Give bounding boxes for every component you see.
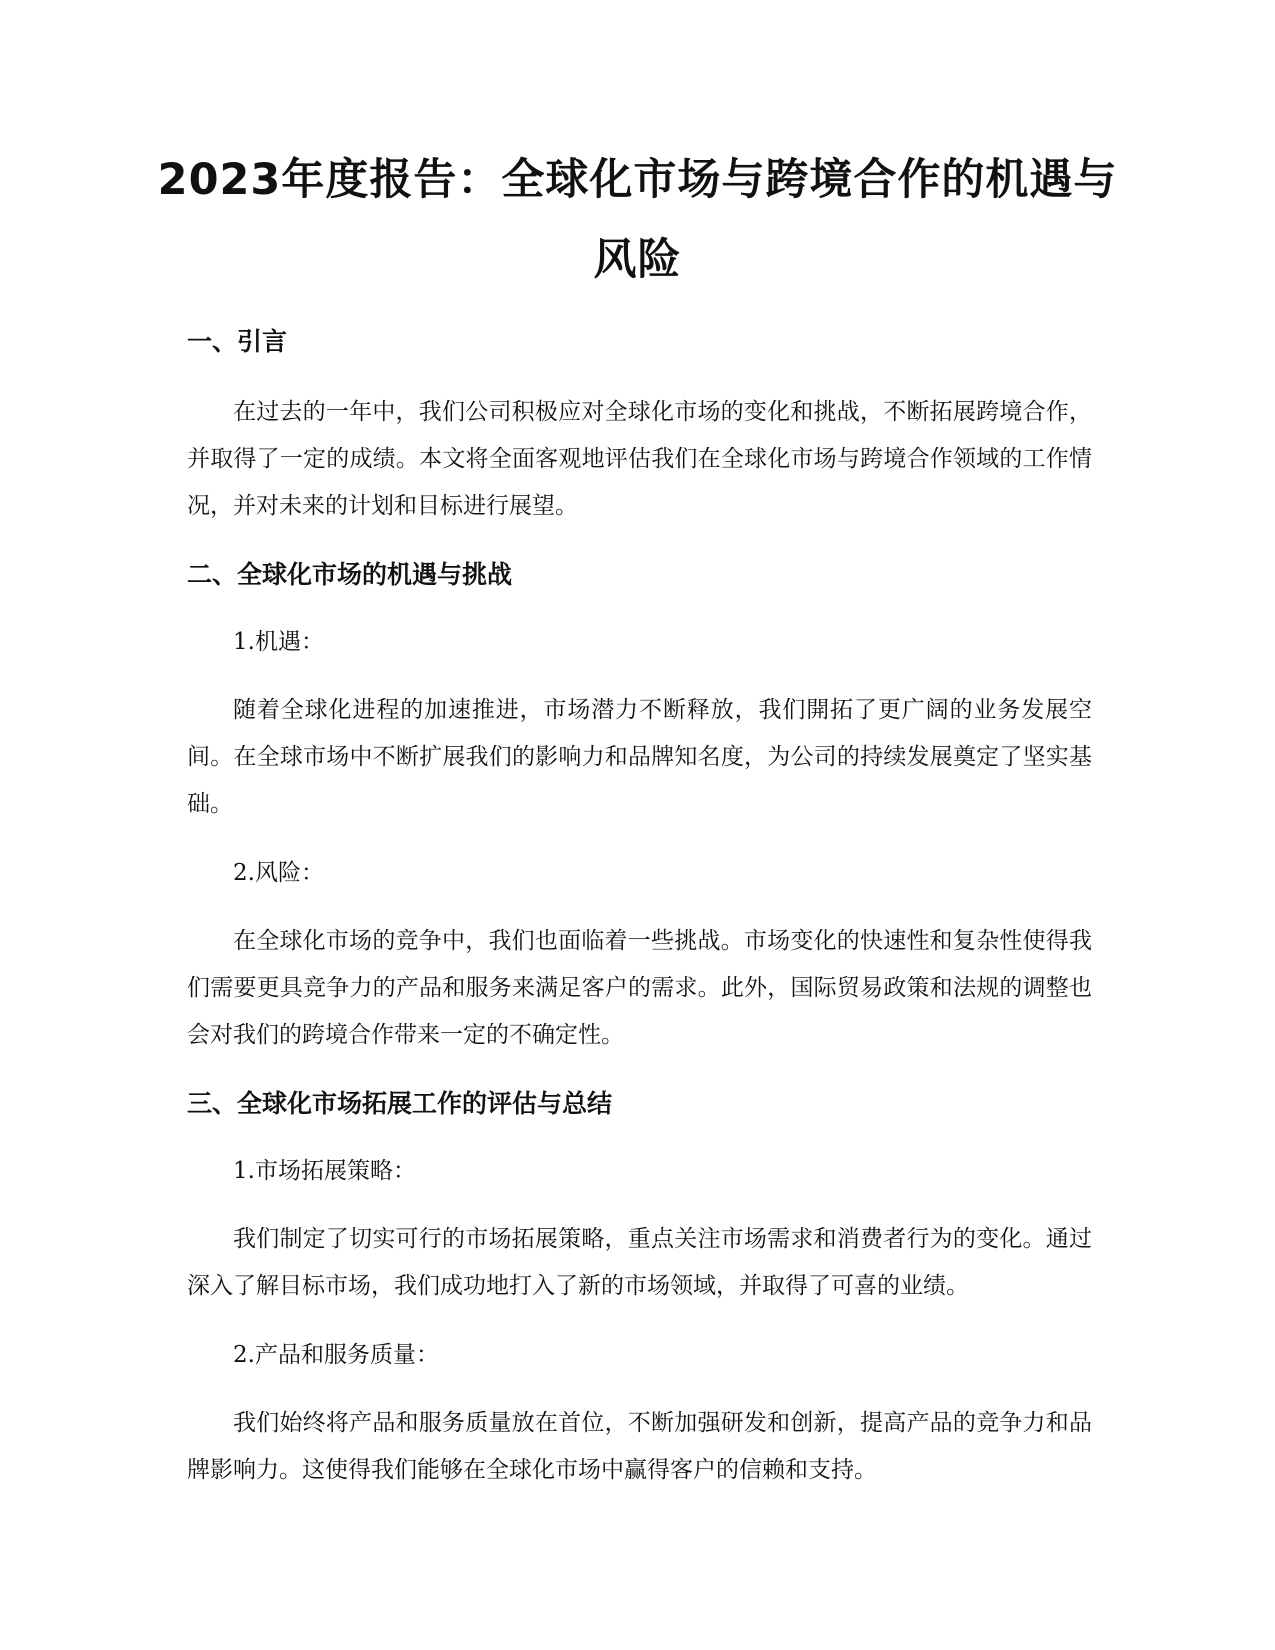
section-heading-evaluation-summary: 三、全球化市场拓展工作的评估与总结 <box>187 1089 613 1118</box>
subheading-market-strategy: 1.市场拓展策略： <box>233 1158 416 1184</box>
document-body <box>187 322 1092 1519</box>
document-title: 2023年度报告：全球化市场与跨境合作的机遇与风险 <box>157 155 1118 285</box>
risks-paragraph: 在全球化市场的竞争中，我们也面临着一些挑战。市场变化的快速性和复杂性使得我们需要更具竞争力的产品和服务来满足客户的需求。此外，国际贸易政策和法规的调整也会对我们的跨境合作带来一定的不确定性。 <box>187 928 1092 1048</box>
introduction-paragraph: 在过去的一年中，我们公司积极应对全球化市场的变化和挑战，不断拓展跨境合作，并取得了一定的成绩。本文将全面客观地评估我们在全球化市场与跨境合作领域的工作情况，并对未来的计划和目标进行展望。 <box>187 399 1092 519</box>
market-strategy-paragraph: 我们制定了切实可行的市场拓展策略，重点关注市场需求和消费者行为的变化。通过深入了解目标市场，我们成功地打入了新的市场领域，并取得了可喜的业绩。 <box>187 1226 1092 1299</box>
subheading-opportunities: 1.机遇： <box>233 629 324 655</box>
opportunities-paragraph: 随着全球化进程的加速推进，市场潜力不断释放，我们開拓了更广阔的业务发展空间。在全球市场中不断扩展我们的影响力和品牌知名度，为公司的持续发展奠定了坚实基础。 <box>187 697 1092 817</box>
subheading-risks: 2.风险： <box>233 860 324 886</box>
section-heading-introduction: 一、引言 <box>187 327 288 356</box>
section-heading-opportunities-challenges: 二、全球化市场的机遇与挑战 <box>187 560 513 589</box>
product-quality-paragraph: 我们始终将产品和服务质量放在首位，不断加强研发和创新，提高产品的竞争力和品牌影响力。这使得我们能够在全球化市场中赢得客户的信赖和支持。 <box>187 1410 1092 1483</box>
subheading-product-quality: 2.产品和服务质量： <box>233 1342 439 1368</box>
